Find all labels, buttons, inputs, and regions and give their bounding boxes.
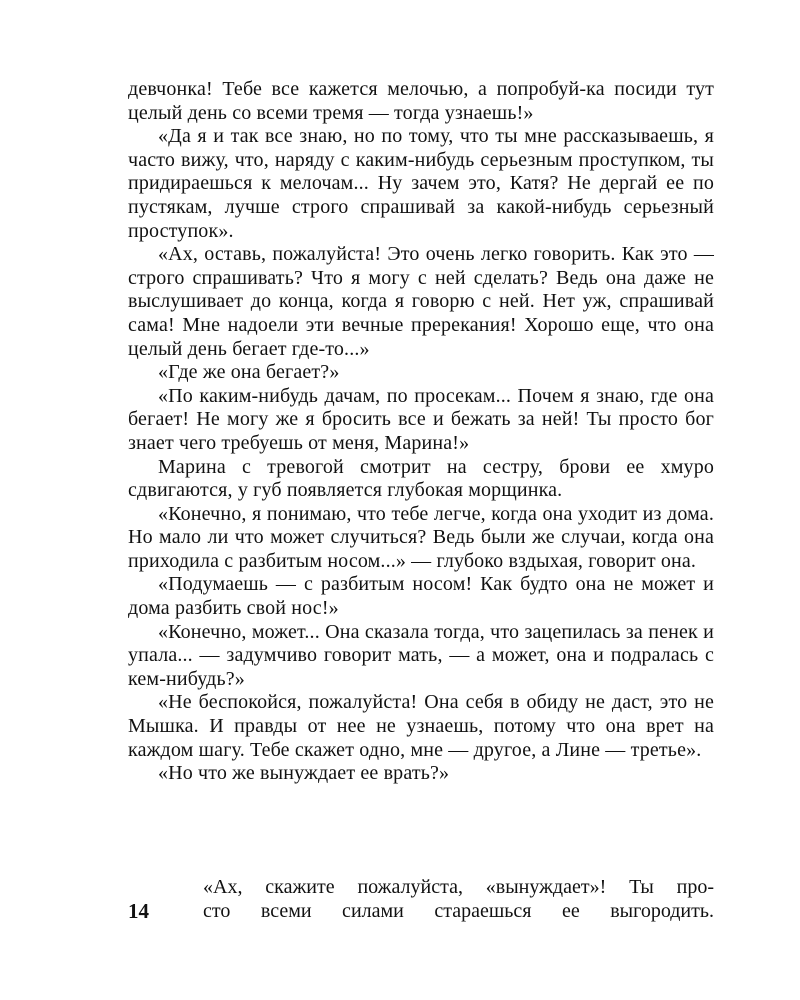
paragraph-5: «По каким-нибудь дачам, по просекам... Почем я знаю, где она бегает! Не могу же я бросить все и бежать за ней! Ты просто бог знает чего требуешь от меня, Марина!» xyxy=(128,384,714,454)
paragraph-1: девчонка! Тебе все кажется мелочью, а попробуй-ка посиди тут целый день со всеми тремя — тогда узнаешь!» xyxy=(128,78,714,124)
paragraph-12 xyxy=(203,876,714,923)
page-number: 14 xyxy=(128,898,149,923)
paragraph-11: «Но что же вынуждает ее врать?» xyxy=(158,762,450,785)
paragraph-8: «Подумаешь — с разбитым носом! Как будто она не может и дома разбить свой нос!» xyxy=(128,573,714,620)
paragraph-9: «Конечно, может... Она сказала тогда, что зацепилась за пенек и упала... — задумчиво говорит мать, — а может, она и подралась с кем-нибудь?» xyxy=(128,620,714,690)
paragraph-12-line-1: «Ах, скажите пожалуйста, «вынуждает»! Ты про- xyxy=(203,876,714,898)
page-text xyxy=(128,78,714,786)
paragraph-6: Марина с тревогой смотрит на сестру, брови ее хмуро сдвигаются, у губ появляется глубокая морщинка. xyxy=(128,455,714,502)
paragraph-10: «Не беспокойся, пожалуйста! Она себя в обиду не даст, это не Мышка. И правды от нее не узнаешь, потому что она врет на каждом шагу. Тебе скажет одно, мне — другое, а Лине — третье». xyxy=(128,691,714,761)
paragraph-12-line-2: сто всеми силами стараешься ее выгородить. xyxy=(203,899,714,922)
paragraph-2: «Да я и так все знаю, но по тому, что ты мне рассказываешь, я часто вижу, что, наряду с каким-нибудь серьезным проступком, ты придираешься к мелочам... Ну зачем это, Катя? Не дергай ее по пустякам, лучше строго спрашивай за какой-нибудь серьезный проступок». xyxy=(128,125,714,242)
page-footer-block xyxy=(128,876,714,923)
paragraph-3: «Ах, оставь, пожалуйста! Это очень легко говорить. Как это — строго спрашивать? Что я могу с ней сделать? Ведь она даже не выслушивает до конца, когда я говорю с ней. Нет уж, спрашивай сама! Мне надоели эти вечные пререкания! Хорошо еще, что она целый день бегает где-то...» xyxy=(128,243,714,360)
paragraph-4: «Где же она бегает?» xyxy=(158,361,340,384)
paragraph-7: «Конечно, я понимаю, что тебе легче, когда она уходит из дома. Но мало ли что может случиться? Ведь были же случаи, когда она приходила с разбитым носом...» — глубоко вздыхая, говорит она. xyxy=(128,502,714,572)
